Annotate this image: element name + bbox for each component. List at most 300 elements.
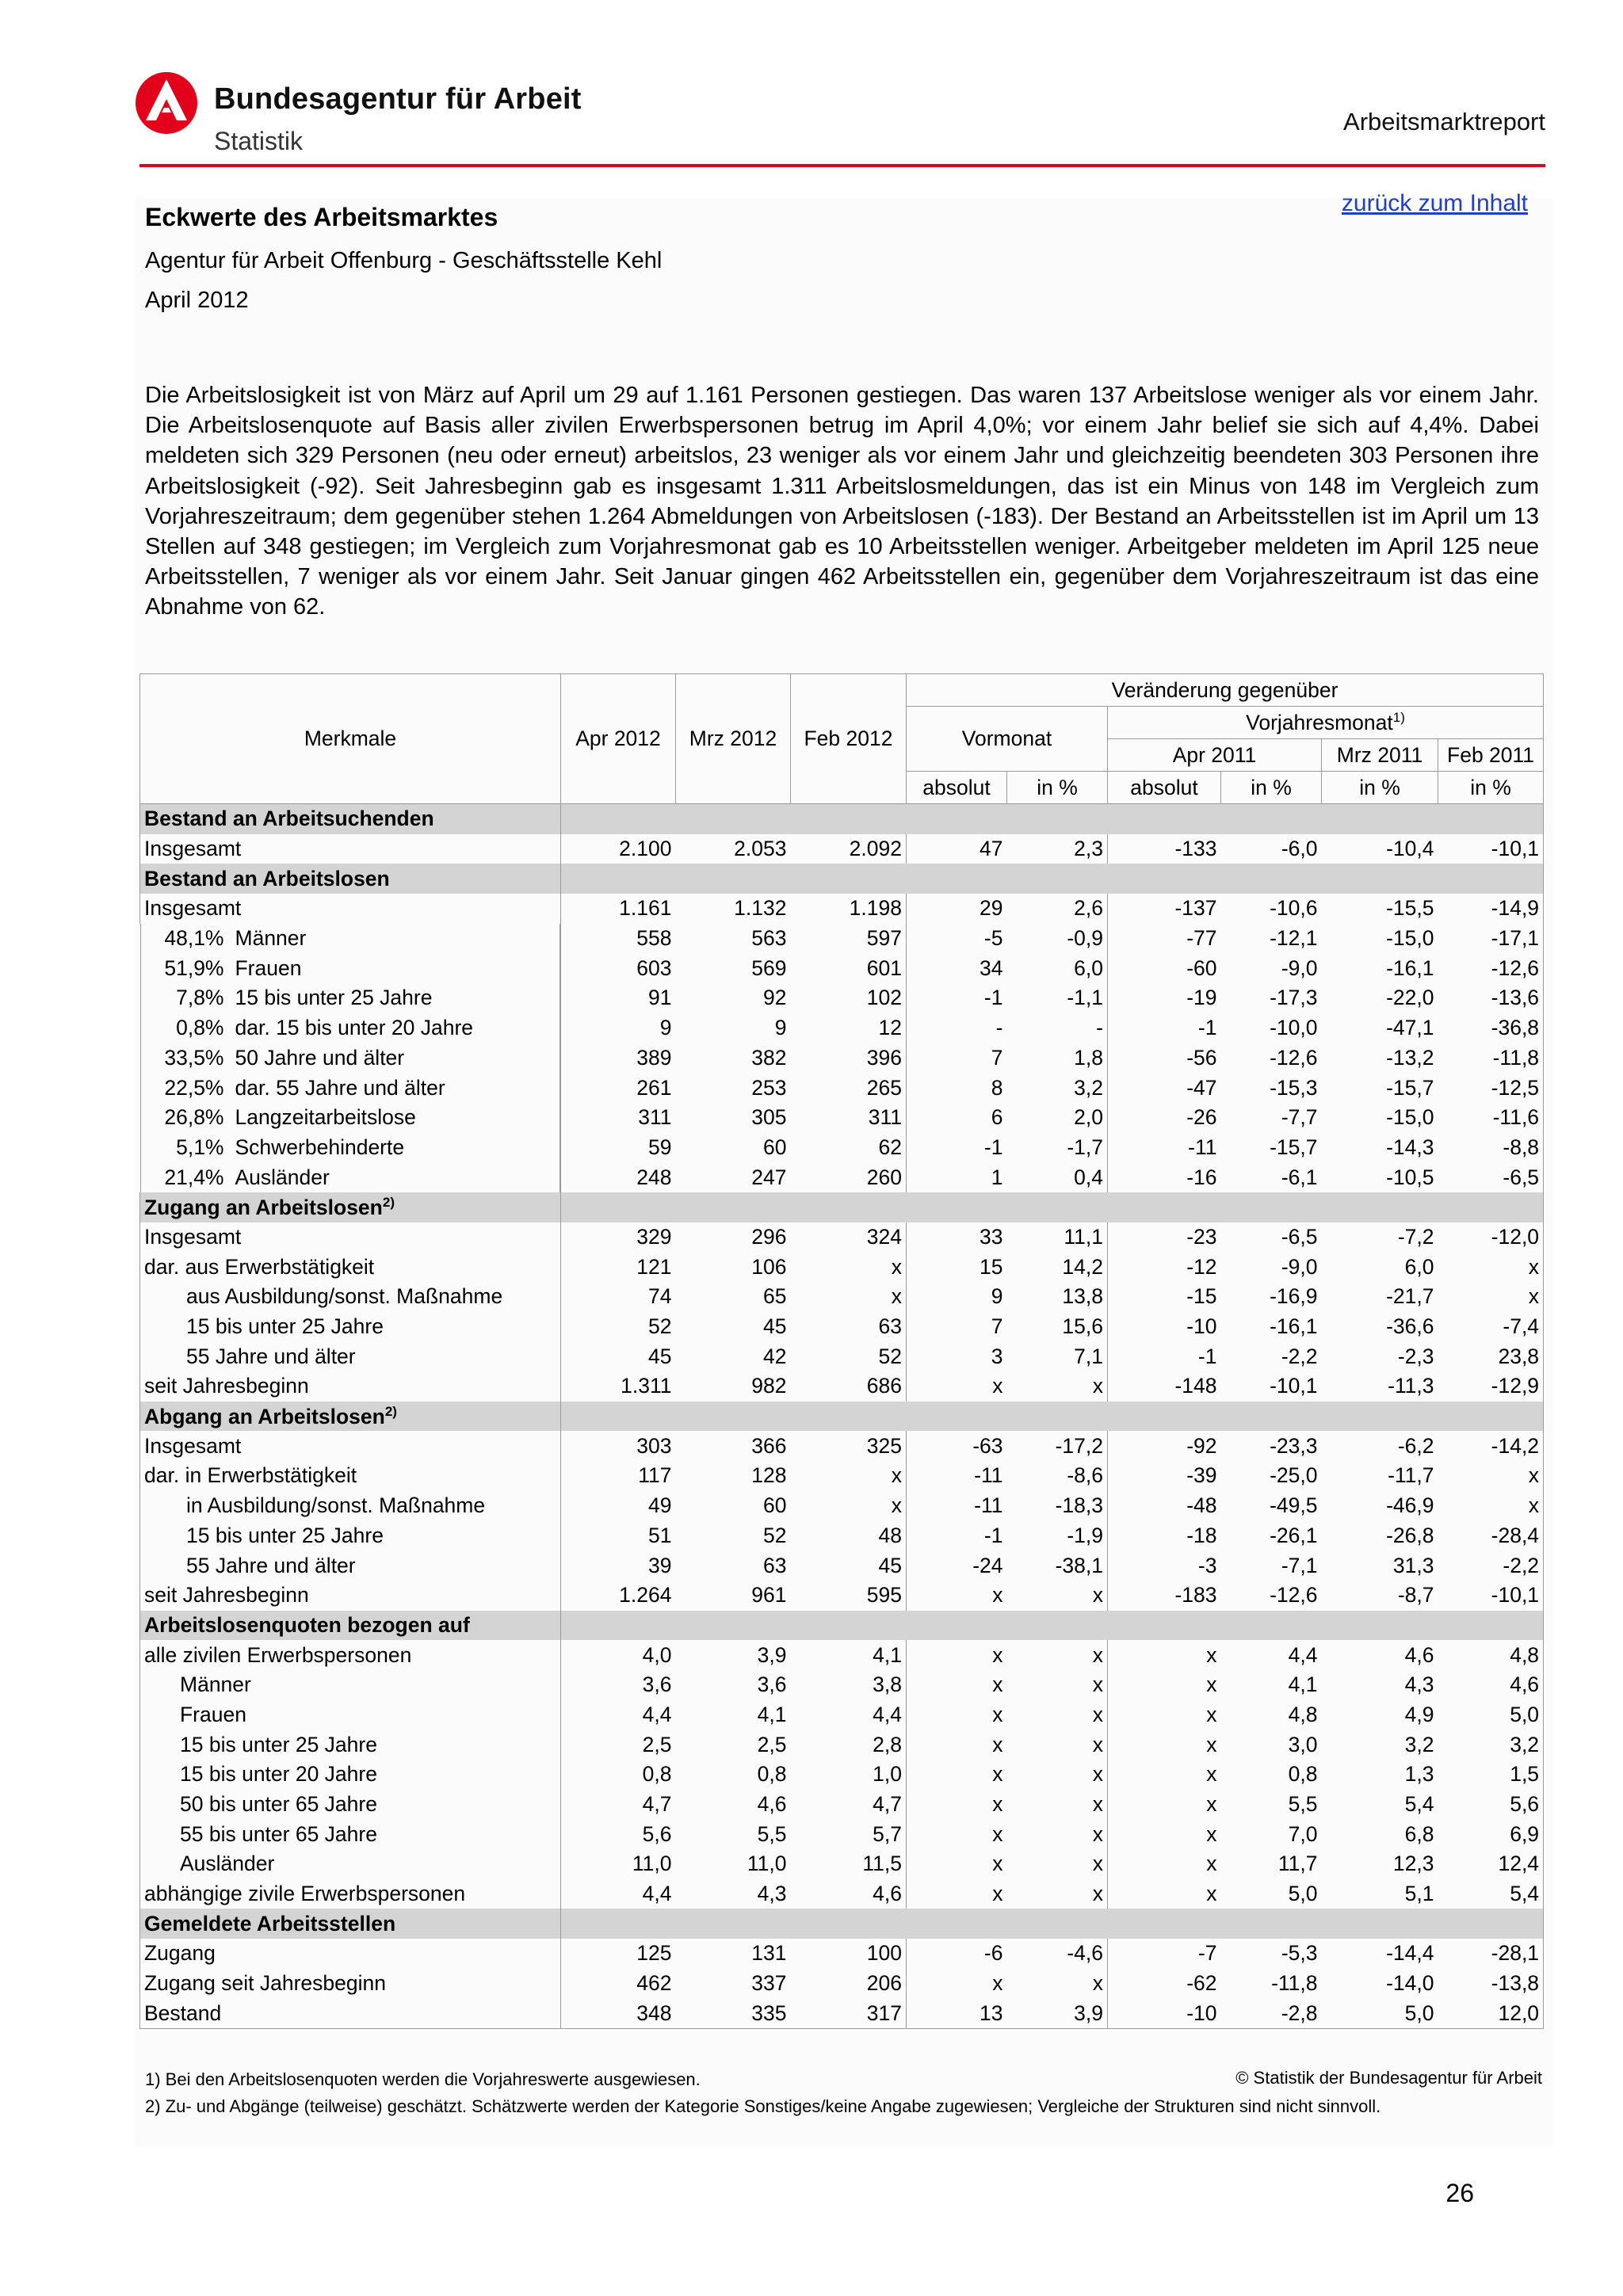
value-cell: x: [907, 1700, 1007, 1730]
table-row: [140, 1162, 1544, 1192]
value-cell: -1: [1108, 1341, 1221, 1371]
value-cell: 131: [751, 1941, 787, 1966]
row-label-text: Schwerbehinderte: [235, 1135, 405, 1159]
value-cell: -6,1: [1281, 1165, 1318, 1189]
value-cell: 45: [763, 1314, 787, 1339]
value-cell: 597: [866, 926, 902, 951]
value-cell: -92: [1108, 1431, 1221, 1461]
value-cell: x: [1438, 1252, 1544, 1282]
value-cell: 52: [878, 1344, 902, 1368]
value-cell: 7: [907, 1043, 1007, 1074]
value-cell: 5,6: [1438, 1790, 1544, 1820]
value-cell: 305: [751, 1105, 787, 1130]
value-cell: 253: [751, 1075, 787, 1100]
value-cell: -2,2: [1438, 1550, 1544, 1581]
value-cell: -9,0: [1281, 1254, 1318, 1279]
value-cell: -12,6: [1438, 953, 1544, 983]
value-cell: -7,7: [1281, 1105, 1318, 1130]
value-cell: -26,8: [1386, 1523, 1434, 1547]
table-row: [140, 1461, 1544, 1491]
row-label: in Ausbildung/sonst. Maßnahme: [140, 1491, 561, 1521]
row-label: abhängige zivile Erwerbspersonen: [140, 1879, 561, 1909]
value-cell: -6,0: [1281, 837, 1318, 861]
table-row: [140, 953, 1544, 983]
section-title-text: Zugang an Arbeitslosen: [144, 1195, 383, 1219]
value-cell: -11,3: [1388, 1374, 1434, 1398]
value-cell: 303: [561, 1431, 676, 1461]
value-cell: -12,1: [1270, 926, 1318, 951]
value-cell: -1,9: [1067, 1523, 1103, 1547]
value-cell: -14,2: [1438, 1431, 1544, 1461]
value-cell: 59: [561, 1133, 676, 1163]
value-cell: 1.311: [561, 1371, 676, 1402]
value-cell: x: [907, 1670, 1007, 1700]
value-cell: -47,1: [1386, 1016, 1434, 1040]
value-cell: 389: [561, 1043, 676, 1074]
value-cell: -17,3: [1270, 986, 1318, 1010]
row-label: Insgesamt: [140, 834, 561, 864]
value-cell: 128: [751, 1463, 787, 1488]
header-divider: [139, 164, 1545, 167]
value-cell: 13,8: [1062, 1284, 1103, 1309]
value-cell: 1.132: [734, 896, 787, 921]
header-apr-2012: Apr 2012: [561, 674, 676, 804]
value-cell: x: [891, 1254, 902, 1279]
value-cell: -16,1: [1386, 955, 1434, 980]
value-cell: 563: [751, 926, 787, 951]
value-cell: x: [1108, 1730, 1221, 1760]
value-cell: 558: [561, 924, 676, 954]
value-cell: -77: [1108, 924, 1221, 954]
table-row: [140, 1341, 1544, 1371]
row-label: [140, 924, 561, 954]
value-cell: 34: [907, 953, 1007, 983]
section-filler: [561, 1402, 1544, 1432]
value-cell: -17,2: [1055, 1433, 1103, 1458]
section-title-text: Gemeldete Arbeitsstellen: [144, 1911, 396, 1936]
value-cell: -56: [1108, 1043, 1221, 1074]
value-cell: -15,5: [1386, 896, 1434, 921]
section-filler: [561, 1611, 1544, 1641]
table-row: [140, 1103, 1544, 1133]
table-row: [140, 1670, 1544, 1700]
value-cell: 1.198: [849, 896, 902, 921]
value-cell: 206: [866, 1971, 902, 1996]
row-label: 15 bis unter 25 Jahre: [140, 1312, 561, 1342]
header-feb-2011: Feb 2011: [1438, 739, 1544, 772]
value-cell: -15,0: [1386, 1105, 1434, 1130]
value-cell: 4,3: [757, 1882, 787, 1906]
header-vormonat: Vormonat: [907, 707, 1108, 772]
value-cell: -11,8: [1438, 1043, 1544, 1074]
page-number: 26: [1445, 2179, 1474, 2207]
value-cell: 1,8: [1074, 1045, 1103, 1070]
value-cell: 325: [866, 1433, 902, 1458]
value-cell: 13: [907, 1999, 1007, 2029]
value-cell: -12,6: [1270, 1583, 1318, 1608]
value-cell: 260: [866, 1165, 902, 1189]
value-cell: -26: [1108, 1103, 1221, 1133]
value-cell: 51: [561, 1521, 676, 1551]
value-cell: 348: [561, 1999, 676, 2029]
share-percent: 0,8%: [176, 1016, 224, 1040]
value-cell: -12,5: [1438, 1073, 1544, 1103]
value-cell: -6,2: [1397, 1433, 1434, 1458]
value-cell: 12,4: [1438, 1849, 1544, 1879]
value-cell: 5,4: [1438, 1879, 1544, 1909]
value-cell: 63: [763, 1553, 787, 1577]
value-cell: x: [1092, 1852, 1103, 1876]
section-filler: [561, 804, 1544, 834]
value-cell: 33: [907, 1222, 1007, 1253]
value-cell: -39: [1108, 1461, 1221, 1491]
section-filler: [561, 1192, 1544, 1222]
row-label-text: Frauen: [235, 955, 302, 980]
table-row: [140, 894, 1544, 924]
agency-subtitle: Agentur für Arbeit Offenburg - Geschäftsstelle Kehl: [145, 248, 663, 273]
value-cell: x: [1108, 1819, 1221, 1849]
value-cell: 4,6: [1404, 1642, 1434, 1667]
header-merkmale: Merkmale: [140, 674, 561, 804]
value-cell: 117: [561, 1461, 676, 1491]
intro-paragraph: Die Arbeitslosigkeit ist von März auf April um 29 auf 1.161 Personen gestiegen. Das waren 137 Arbeitslose weniger als vor einem Jahr. Die Arbeitslosenquote auf Basis aller zivilen Erwerbspersonen betrug im April 4,0%; vor einem Jahr belief sie sich auf 4,4%. Dabei meldeten sich 329 Personen (neu oder erneut) arbeitslos, 23 weniger als vor einem Jahr und gleichzeitig beendeten 303 Personen ihre Arbeitslosigkeit (-92). Seit Jahresbeginn gab es insgesamt 1.311 Arbeitslosmeldungen, das ist ein Minus von 148 im Vergleich zum Vorjahreszeitraum; dem gegenüber stehen 1.264 Abmeldungen von Arbeitslosen (-183). Der Bestand an Arbeitsstellen ist im April um 13 Stellen auf 348 gestiegen; im Vergleich zum Vorjahresmonat gab es 10 Arbeitsstellen weniger. Arbeitgeber meldeten im April 125 neue Arbeitsstellen, 7 weniger als vor einem Jahr. Seit Januar gingen 462 Arbeitsstellen ein, gegenüber dem Vorjahreszeitraum ist das eine Abnahme von 62.: [145, 383, 1539, 620]
value-cell: -16,1: [1270, 1314, 1318, 1339]
section-title: [140, 1611, 561, 1641]
value-cell: 11,5: [862, 1852, 902, 1876]
value-cell: 247: [751, 1165, 787, 1189]
value-cell: x: [1092, 1971, 1103, 1996]
table-row: [140, 1252, 1544, 1282]
value-cell: -13,2: [1386, 1045, 1434, 1070]
table-row: [140, 1640, 1544, 1670]
value-cell: -24: [907, 1550, 1007, 1581]
value-cell: -11,7: [1388, 1463, 1434, 1488]
value-cell: 4,1: [757, 1702, 787, 1726]
value-cell: 595: [866, 1583, 902, 1608]
value-cell: 5,0: [1288, 1882, 1318, 1906]
value-cell: -1,1: [1067, 986, 1103, 1010]
section-title: [140, 804, 561, 834]
value-cell: -10: [1108, 1312, 1221, 1342]
value-cell: -1: [1108, 1013, 1221, 1043]
value-cell: 3,8: [873, 1672, 902, 1697]
row-label: 15 bis unter 20 Jahre: [140, 1760, 561, 1790]
value-cell: -11,8: [1271, 1971, 1318, 1996]
value-cell: 45: [561, 1341, 676, 1371]
value-cell: -15,7: [1270, 1135, 1318, 1159]
value-cell: 337: [751, 1971, 787, 1996]
value-cell: x: [907, 1730, 1007, 1760]
table-row: [140, 1581, 1544, 1611]
value-cell: 14,2: [1062, 1254, 1103, 1279]
value-cell: 6,9: [1438, 1819, 1544, 1849]
value-cell: -14,0: [1386, 1971, 1434, 1996]
value-cell: x: [907, 1581, 1007, 1611]
row-label: [140, 1103, 561, 1133]
value-cell: -26,1: [1270, 1523, 1318, 1547]
value-cell: 9: [907, 1282, 1007, 1312]
value-cell: -49,5: [1270, 1493, 1318, 1518]
value-cell: x: [1108, 1790, 1221, 1820]
value-cell: x: [907, 1371, 1007, 1402]
value-cell: 23,8: [1438, 1341, 1544, 1371]
share-percent: 21,4%: [164, 1165, 224, 1189]
value-cell: -5,3: [1281, 1941, 1318, 1966]
table-row: [140, 1431, 1544, 1461]
table-row: [140, 1849, 1544, 1879]
section-filler: [561, 864, 1544, 894]
page-title: Eckwerte des Arbeitsmarktes: [145, 203, 498, 231]
value-cell: 311: [561, 1103, 676, 1133]
value-cell: -10,1: [1270, 1374, 1318, 1398]
value-cell: -2,2: [1281, 1344, 1318, 1368]
value-cell: 5,7: [873, 1821, 902, 1846]
table-row: [140, 1312, 1544, 1342]
table-row: [140, 1969, 1544, 1999]
value-cell: 7,1: [1074, 1344, 1103, 1368]
value-cell: -11: [907, 1491, 1007, 1521]
value-cell: 42: [763, 1344, 787, 1368]
header-vorjahresmonat-label: Vorjahresmonat: [1246, 710, 1393, 734]
section-filler: [561, 1909, 1544, 1939]
report-date: April 2012: [145, 288, 249, 313]
value-cell: 100: [866, 1941, 902, 1966]
section-title-text: Bestand an Arbeitsuchenden: [144, 807, 434, 831]
value-cell: 49: [561, 1491, 676, 1521]
value-cell: 317: [791, 1999, 907, 2029]
value-cell: 366: [751, 1433, 787, 1458]
row-label: Bestand: [140, 1999, 561, 2029]
table-row: [140, 1133, 1544, 1163]
value-cell: 5,1: [1404, 1882, 1434, 1906]
table-row: [140, 1999, 1544, 2029]
value-cell: 3,9: [1007, 1999, 1108, 2029]
value-cell: 296: [751, 1224, 787, 1249]
value-cell: -22,0: [1386, 986, 1434, 1010]
value-cell: 29: [907, 894, 1007, 924]
value-cell: -7: [1108, 1939, 1221, 1969]
value-cell: 9: [561, 1013, 676, 1043]
header-apr-2011: Apr 2011: [1108, 739, 1322, 772]
section-header-row: [140, 804, 1544, 834]
row-label: dar. aus Erwerbstätigkeit: [140, 1252, 561, 1282]
value-cell: -19: [1108, 983, 1221, 1013]
header-absolut: absolut: [907, 772, 1007, 804]
section-header-row: [140, 864, 1544, 894]
row-label: aus Ausbildung/sonst. Maßnahme: [140, 1282, 561, 1312]
value-cell: x: [891, 1284, 902, 1309]
row-label: Zugang seit Jahresbeginn: [140, 1969, 561, 1999]
value-cell: -2,3: [1397, 1344, 1434, 1368]
report-title: Arbeitsmarktreport: [1343, 108, 1545, 135]
brand-subtitle: Statistik: [214, 127, 304, 155]
row-label-text: 50 Jahre und älter: [235, 1045, 405, 1070]
value-cell: 4,6: [873, 1882, 902, 1906]
value-cell: -48: [1108, 1491, 1221, 1521]
value-cell: -13,8: [1438, 1969, 1544, 1999]
value-cell: 11,1: [1064, 1224, 1103, 1249]
value-cell: 5,5: [757, 1821, 787, 1846]
value-cell: -10,5: [1386, 1165, 1434, 1189]
value-cell: 3,2: [1074, 1075, 1103, 1100]
value-cell: x: [1092, 1821, 1103, 1846]
value-cell: x: [891, 1463, 902, 1488]
value-cell: -7,1: [1281, 1553, 1318, 1577]
value-cell: 4,1: [1288, 1672, 1318, 1697]
header-mrz-2012: Mrz 2012: [676, 674, 791, 804]
value-cell: 1: [907, 1162, 1007, 1192]
header-absolut: absolut: [1108, 772, 1221, 804]
value-cell: 2.100: [561, 834, 676, 864]
value-cell: -6: [907, 1939, 1007, 1969]
value-cell: -23,3: [1270, 1433, 1318, 1458]
value-cell: 335: [676, 1999, 791, 2029]
value-cell: 4,4: [873, 1702, 902, 1726]
value-cell: 382: [751, 1045, 787, 1070]
value-cell: 6,8: [1404, 1821, 1434, 1846]
value-cell: -11,6: [1438, 1103, 1544, 1133]
value-cell: -6,5: [1281, 1224, 1318, 1249]
value-cell: 3,2: [1438, 1730, 1544, 1760]
value-cell: -137: [1108, 894, 1221, 924]
value-cell: 5,4: [1404, 1792, 1434, 1817]
footnote-ref: 1): [1392, 710, 1405, 726]
value-cell: 11,0: [561, 1849, 676, 1879]
value-cell: -2,8: [1221, 1999, 1322, 2029]
value-cell: -12,9: [1438, 1371, 1544, 1402]
table-row: [140, 1043, 1544, 1074]
value-cell: 2.092: [849, 837, 902, 861]
table-row: [140, 1013, 1544, 1043]
value-cell: 12: [878, 1016, 902, 1040]
value-cell: -148: [1108, 1371, 1221, 1402]
back-to-contents-link[interactable]: zurück zum Inhalt: [1341, 190, 1528, 216]
value-cell: x: [1092, 1732, 1103, 1756]
section-title: [140, 864, 561, 894]
value-cell: 15,6: [1062, 1314, 1103, 1339]
value-cell: 329: [561, 1222, 676, 1253]
share-percent: 51,9%: [164, 955, 224, 980]
value-cell: 0,8: [757, 1762, 787, 1787]
value-cell: -28,1: [1438, 1939, 1544, 1969]
value-cell: 1,3: [1404, 1762, 1434, 1787]
value-cell: -23: [1108, 1222, 1221, 1253]
value-cell: x: [891, 1493, 902, 1518]
value-cell: 1.264: [561, 1581, 676, 1611]
value-cell: 74: [561, 1282, 676, 1312]
value-cell: -15,0: [1386, 926, 1434, 951]
value-cell: -4,6: [1067, 1941, 1103, 1966]
table-row: [140, 983, 1544, 1013]
value-cell: 60: [763, 1135, 787, 1159]
header-mrz-2011: Mrz 2011: [1322, 739, 1438, 772]
value-cell: -8,8: [1438, 1133, 1544, 1163]
row-label-text: dar. 55 Jahre und älter: [235, 1075, 445, 1100]
value-cell: x: [907, 1760, 1007, 1790]
row-label: Zugang: [140, 1939, 561, 1969]
value-cell: 2,5: [757, 1732, 787, 1756]
value-cell: -36,8: [1438, 1013, 1544, 1043]
value-cell: 63: [878, 1314, 902, 1339]
footnote-ref: 2): [382, 1194, 395, 1210]
value-cell: 121: [561, 1252, 676, 1282]
value-cell: -38,1: [1055, 1553, 1103, 1577]
value-cell: 4,4: [561, 1700, 676, 1730]
row-label-text: dar. 15 bis unter 20 Jahre: [235, 1016, 474, 1040]
value-cell: -14,3: [1386, 1135, 1434, 1159]
value-cell: 5,0: [1438, 1700, 1544, 1730]
value-cell: 5,5: [1288, 1792, 1318, 1817]
value-cell: -14,9: [1438, 894, 1544, 924]
value-cell: -18: [1108, 1521, 1221, 1551]
header-feb-2012: Feb 2012: [791, 674, 907, 804]
value-cell: 8: [907, 1073, 1007, 1103]
header-in-percent: in %: [1438, 772, 1544, 804]
value-cell: -10: [1108, 1999, 1221, 2029]
value-cell: -1: [907, 1521, 1007, 1551]
row-label: seit Jahresbeginn: [140, 1581, 561, 1611]
value-cell: x: [1092, 1762, 1103, 1787]
value-cell: x: [1092, 1672, 1103, 1697]
value-cell: -0,9: [1067, 926, 1103, 951]
value-cell: x: [1108, 1640, 1221, 1670]
value-cell: 4,4: [1288, 1642, 1318, 1667]
footnote-ref: 2): [384, 1403, 397, 1419]
value-cell: -10,1: [1438, 1581, 1544, 1611]
value-cell: 3: [907, 1341, 1007, 1371]
value-cell: 12,0: [1438, 1999, 1544, 2029]
section-title: [140, 1402, 561, 1432]
value-cell: -7,2: [1397, 1224, 1434, 1249]
row-label: alle zivilen Erwerbspersonen: [140, 1640, 561, 1670]
value-cell: x: [907, 1879, 1007, 1909]
header-in-percent: in %: [1221, 772, 1322, 804]
value-cell: 261: [561, 1073, 676, 1103]
value-cell: 0,8: [1288, 1762, 1318, 1787]
table-row: [140, 1521, 1544, 1551]
value-cell: x: [1092, 1374, 1103, 1398]
share-percent: 33,5%: [164, 1045, 224, 1070]
value-cell: 4,3: [1404, 1672, 1434, 1697]
value-cell: 569: [751, 955, 787, 980]
value-cell: -28,4: [1438, 1521, 1544, 1551]
value-cell: x: [1438, 1461, 1544, 1491]
row-label: seit Jahresbeginn: [140, 1371, 561, 1402]
value-cell: 3,6: [561, 1670, 676, 1700]
value-cell: 6: [907, 1103, 1007, 1133]
value-cell: -3: [1108, 1550, 1221, 1581]
table-row: [140, 1222, 1544, 1253]
row-label: [140, 953, 561, 983]
value-cell: -16: [1108, 1162, 1221, 1192]
value-cell: 4,8: [1438, 1640, 1544, 1670]
row-label: [140, 983, 561, 1013]
value-cell: 603: [561, 953, 676, 983]
value-cell: -15,7: [1386, 1075, 1434, 1100]
value-cell: 102: [866, 986, 902, 1010]
value-cell: 65: [763, 1284, 787, 1309]
value-cell: -12: [1108, 1252, 1221, 1282]
table-row: [140, 1371, 1544, 1402]
row-label: [140, 1013, 561, 1043]
value-cell: 7: [907, 1312, 1007, 1342]
value-cell: -10,6: [1270, 896, 1318, 921]
row-label: 55 Jahre und älter: [140, 1550, 561, 1581]
value-cell: -133: [1108, 834, 1221, 864]
share-percent: 7,8%: [176, 986, 224, 1010]
value-cell: 62: [878, 1135, 902, 1159]
value-cell: 396: [866, 1045, 902, 1070]
